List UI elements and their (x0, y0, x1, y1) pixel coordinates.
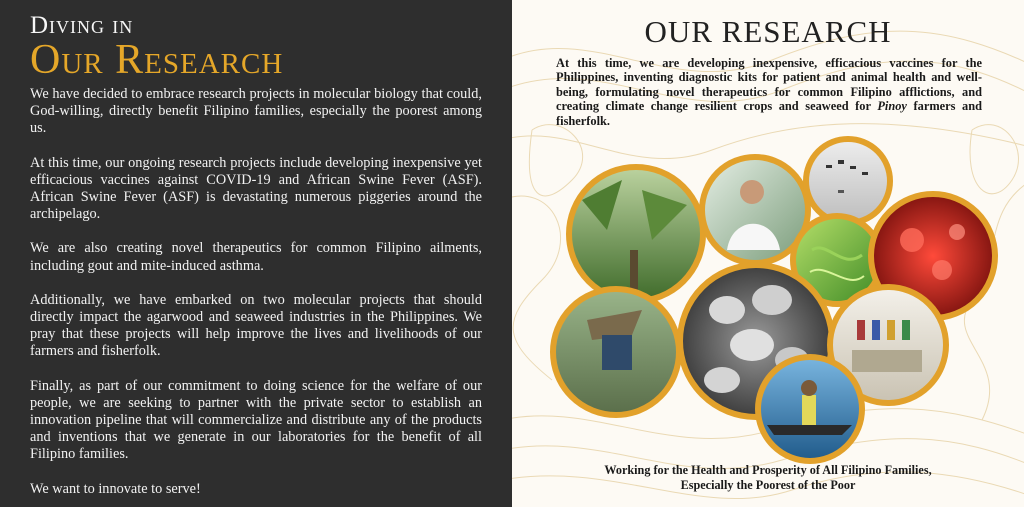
left-paragraph-2: At this time, our ongoing research projects include developing inexpensive yet efficacious vaccines against COVID-19 and African Swine Fever (ASF). African Swine Fever (ASF) is devastating numerous piggeries around the archipelago. (30, 154, 482, 223)
gel-electrophoresis-photo (806, 139, 890, 223)
right-body-italic: Pinoy (877, 99, 907, 114)
right-body-end: farmers and fisherfolk. (556, 99, 982, 128)
left-paragraph-6: We want to innovate to serve! (30, 480, 201, 497)
fisherman-photo (758, 357, 862, 461)
photo-collage (512, 0, 1024, 507)
left-paragraph-1: We have decided to embrace research projects in molecular biology that could, God-willing, directly benefit Filipino families, especially the poorest among us. (30, 86, 482, 137)
left-paragraph-3: We are also creating novel therapeutics for common Filipino ailments, including gout and mite-induced asthma. (30, 240, 482, 274)
right-footer (512, 463, 1024, 492)
right-body-start: At this time, we are developing inexpensive, efficacious vaccines for the Philippines, inventing diagnostic kits for patient and animal health and well-being, formulating novel therapeutics for common Filipino afflictions, and creating climate change resilient crops and seaweed for (556, 56, 982, 114)
left-paragraph-4: Additionally, we have embarked on two molecular projects that should directly impact the agarwood and seaweed industries in the Philippines. We pray that these projects will help improve the lives and livelihoods of our farmers and fisherfolk. (30, 291, 482, 360)
left-paragraph-5: Finally, as part of our commitment to doing science for the welfare of our people, we are seeking to partner with the private sector to establish an innovation pipeline that will commercialize and distribute any of the products and inventions that we generate in our laboratories for the benefit of all Filipino families. (30, 377, 482, 463)
right-panel (512, 0, 1024, 507)
right-title: OUR RESEARCH (644, 14, 892, 49)
forest-photo (569, 167, 703, 301)
rice-paddy-photo (553, 289, 679, 415)
left-title: Our Research (30, 37, 284, 83)
footer-line-2: Especially the Poorest of the Poor (680, 477, 856, 492)
left-kicker: Diving in (30, 12, 134, 39)
footer-line-1: Working for the Health and Prosperity of All Filipino Families, (604, 463, 932, 477)
